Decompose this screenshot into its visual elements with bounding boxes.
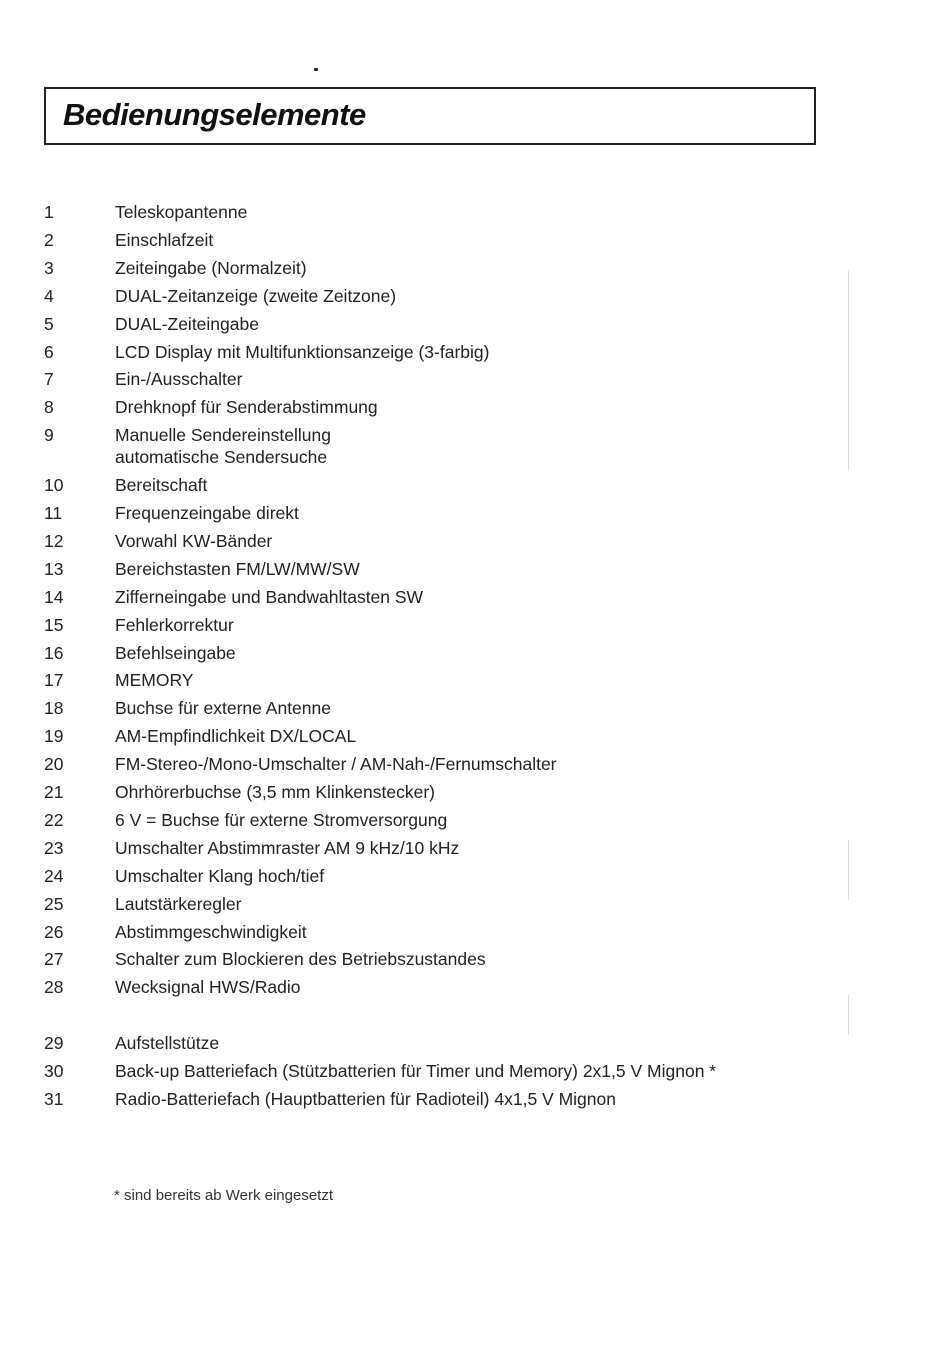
item-label: Vorwahl KW-Bänder [115,530,273,551]
item-label: Bereitschaft [115,475,208,496]
item-number: 6 [44,341,54,362]
item-number: 2 [44,229,54,250]
item-label: Wecksignal HWS/Radio [115,977,301,998]
item-label: Teleskopantenne [115,202,248,222]
item-number: 26 [44,921,64,942]
item-label: Buchse für externe Antenne [115,698,331,719]
item-label: Schalter zum Blockieren des Betriebszustandes [115,949,486,970]
item-number: 13 [44,558,64,579]
item-number: 18 [44,698,64,719]
item-label: MEMORY [115,670,194,691]
item-label: Drehknopf für Senderabstimmung [115,397,378,418]
page-title: Bedienungselemente [63,97,366,132]
item-number: 19 [44,726,64,747]
item-number: 27 [44,949,64,970]
item-label: Frequenzeingabe direkt [115,503,299,523]
item-number: 5 [44,313,54,334]
scan-edge-line [848,270,849,470]
item-label: Umschalter Abstimmraster AM 9 kHz/10 kHz [115,837,460,858]
item-number: 14 [44,586,64,607]
item-number: 21 [44,782,64,802]
item-number: 11 [44,503,63,523]
item-number: 4 [44,285,54,306]
item-number: 20 [44,754,64,775]
item-number: 3 [44,257,54,278]
item-label: AM-Empfindlichkeit DX/LOCAL [115,726,357,747]
item-label: Befehlseingabe [115,642,236,663]
item-label: DUAL-Zeiteingabe [115,313,259,334]
scan-edge-line [848,840,849,900]
item-label: Ohrhörerbuchse (3,5 mm Klinkenstecker) [115,782,435,802]
item-label: DUAL-Zeitanzeige (zweite Zeitzone) [115,285,397,306]
item-label: Bereichstasten FM/LW/MW/SW [115,558,360,579]
item-label: LCD Display mit Multifunktionsanzeige (3-farbig) [115,341,490,362]
item-label: Zifferneingabe und Bandwahltasten SW [115,586,424,607]
item-number: 25 [44,893,64,914]
item-number: 23 [44,837,64,858]
stray-mark [314,68,318,71]
item-number: 16 [44,642,64,663]
item-label: Einschlafzeit [115,229,214,250]
item-number: 17 [44,670,64,691]
item-number: 22 [44,809,64,830]
item-label: Aufstellstütze [115,1033,220,1054]
item-number: 15 [44,614,64,635]
item-number: 9 [44,425,54,446]
item-number: 24 [44,865,64,886]
item-number: 29 [44,1033,64,1054]
item-number: 31 [44,1089,64,1109]
item-label: Fehlerkorrektur [115,614,234,635]
item-label: FM-Stereo-/Mono-Umschalter / AM-Nah-/Fernumschalter [115,754,557,775]
item-label: Lautstärkeregler [115,893,242,914]
item-number: 30 [44,1061,64,1082]
footnote: * sind bereits ab Werk eingesetzt [114,1187,334,1204]
scan-edge-line [848,995,849,1035]
item-number: 10 [44,475,64,496]
item-number: 7 [44,369,54,390]
item-label: Umschalter Klang hoch/tief [115,865,325,886]
item-label: Ein-/Ausschalter [115,369,243,390]
item-label: Manuelle Sendereinstellung [115,425,331,446]
item-label: Abstimmgeschwindigkeit [115,921,307,942]
title-box [44,87,816,145]
item-label: Radio-Batteriefach (Hauptbatterien für Radioteil) 4x1,5 V Mignon [115,1089,616,1109]
item-label: Zeiteingabe (Normalzeit) [115,257,307,278]
item-number: 1 [44,202,54,222]
item-label: Back-up Batteriefach (Stützbatterien für Timer und Memory) 2x1,5 V Mignon * [115,1061,717,1082]
item-number: 8 [44,397,54,418]
item-number: 12 [44,530,64,551]
item-label-secondary: automatische Sendersuche [115,447,328,468]
item-label: 6 V = Buchse für externe Stromversorgung [115,809,448,830]
item-number: 28 [44,977,64,998]
